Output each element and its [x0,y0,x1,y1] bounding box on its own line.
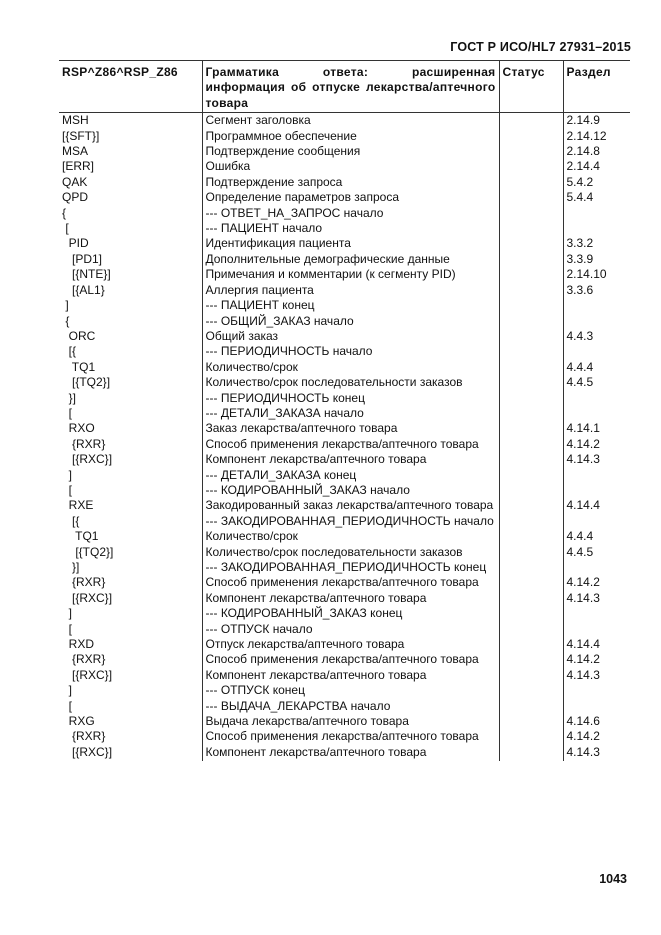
status-cell [499,159,563,174]
table-row [59,375,630,390]
section-cell: 2.14.8 [563,144,630,159]
segment-cell: ] [59,683,202,698]
description-cell: Выдача лекарства/аптечного товара [202,714,499,729]
description-cell: --- ПЕРИОДИЧНОСТЬ конец [202,391,499,406]
status-cell [499,498,563,513]
section-cell: 4.4.5 [563,375,630,390]
status-cell [499,560,563,575]
description-cell: Заказ лекарства/аптечного товара [202,421,499,436]
section-cell [563,683,630,698]
section-cell: 4.14.4 [563,498,630,513]
description-cell: Количество/срок [202,360,499,375]
table-row [59,298,630,313]
description-cell: --- ПАЦИЕНТ начало [202,221,499,236]
table-header-row [59,61,630,113]
segment-cell: [{SFT}] [59,129,202,144]
status-column-header: Статус [499,61,563,113]
segment-cell: [ERR] [59,159,202,174]
status-cell [499,699,563,714]
section-cell [563,699,630,714]
description-cell: Отпуск лекарства/аптечного товара [202,637,499,652]
table-row [59,745,630,761]
status-cell [499,406,563,421]
section-cell: 2.14.10 [563,267,630,282]
section-cell: 4.4.3 [563,329,630,344]
status-cell [499,745,563,761]
segment-cell: { [59,206,202,221]
status-cell [499,252,563,267]
section-cell [563,514,630,529]
description-cell: --- ЗАКОДИРОВАННАЯ_ПЕРИОДИЧНОСТЬ начало [202,514,499,529]
description-cell: Компонент лекарства/аптечного товара [202,452,499,467]
section-cell [563,622,630,637]
status-cell [499,144,563,159]
segment-cell: }] [59,391,202,406]
segment-cell: [{NTE}] [59,267,202,282]
segment-cell: MSA [59,144,202,159]
description-cell: Аллергия пациента [202,283,499,298]
section-cell [563,206,630,221]
status-cell [499,545,563,560]
description-cell: --- ОБЩИЙ_ЗАКАЗ начало [202,314,499,329]
table-row [59,252,630,267]
status-cell [499,606,563,621]
segment-cell: [ [59,406,202,421]
description-cell: --- ПЕРИОДИЧНОСТЬ начало [202,344,499,359]
table-row [59,483,630,498]
description-cell: --- ДЕТАЛИ_ЗАКАЗА начало [202,406,499,421]
segment-cell: [PD1] [59,252,202,267]
segment-cell: { [59,314,202,329]
section-cell: 5.4.4 [563,190,630,205]
table-row [59,714,630,729]
description-cell: Подтверждение запроса [202,175,499,190]
status-cell [499,591,563,606]
description-cell: Ошибка [202,159,499,174]
status-cell [499,529,563,544]
section-cell: 4.4.4 [563,360,630,375]
section-cell: 4.14.3 [563,745,630,761]
segment-cell: [{TQ2}] [59,545,202,560]
description-cell: --- ОТПУСК конец [202,683,499,698]
status-cell [499,575,563,590]
segment-cell: MSH [59,113,202,129]
segment-cell: }] [59,560,202,575]
table-row [59,514,630,529]
section-cell: 3.3.2 [563,236,630,251]
section-cell: 4.14.6 [563,714,630,729]
description-cell: Закодированный заказ лекарства/аптечного товара [202,498,499,513]
status-cell [499,421,563,436]
table-row [59,637,630,652]
table-row [59,699,630,714]
segment-cell: RXG [59,714,202,729]
section-cell: 4.14.3 [563,452,630,467]
table-row [59,314,630,329]
description-cell: --- ДЕТАЛИ_ЗАКАЗА конец [202,468,499,483]
segment-cell: QAK [59,175,202,190]
description-cell: --- КОДИРОВАННЫЙ_ЗАКАЗ начало [202,483,499,498]
table-row [59,206,630,221]
table-row [59,652,630,667]
status-cell [499,221,563,236]
status-cell [499,714,563,729]
description-cell: --- ПАЦИЕНТ конец [202,298,499,313]
table-row [59,344,630,359]
section-cell: 4.14.2 [563,437,630,452]
status-cell [499,206,563,221]
status-cell [499,283,563,298]
segment-cell: [{ [59,514,202,529]
description-cell: Подтверждение сообщения [202,144,499,159]
status-cell [499,175,563,190]
description-cell: --- ОТВЕТ_НА_ЗАПРОС начало [202,206,499,221]
table-row [59,560,630,575]
table-row [59,529,630,544]
segment-cell: [ [59,483,202,498]
description-cell: Компонент лекарства/аптечного товара [202,591,499,606]
table-row [59,729,630,744]
segment-cell: {RXR} [59,729,202,744]
status-cell [499,468,563,483]
section-cell [563,406,630,421]
segment-cell: RXE [59,498,202,513]
segment-cell: {RXR} [59,575,202,590]
segment-cell: QPD [59,190,202,205]
section-cell: 2.14.9 [563,113,630,129]
status-cell [499,483,563,498]
description-cell: Количество/срок [202,529,499,544]
segment-cell: [{RXC}] [59,745,202,761]
status-cell [499,360,563,375]
table-row [59,391,630,406]
table-row [59,498,630,513]
description-cell: Дополнительные демографические данные [202,252,499,267]
section-cell: 4.14.2 [563,652,630,667]
table-row [59,622,630,637]
segment-cell: {RXR} [59,437,202,452]
table-row [59,406,630,421]
segment-cell: RXD [59,637,202,652]
section-cell: 3.3.9 [563,252,630,267]
section-cell: 4.4.4 [563,529,630,544]
status-cell [499,514,563,529]
description-cell: Способ применения лекарства/аптечного товара [202,729,499,744]
description-cell: Сегмент заголовка [202,113,499,129]
description-cell: Количество/срок последовательности заказов [202,375,499,390]
section-cell: 5.4.2 [563,175,630,190]
table-row [59,575,630,590]
table-row [59,421,630,436]
description-cell: Идентификация пациента [202,236,499,251]
description-cell: --- КОДИРОВАННЫЙ_ЗАКАЗ конец [202,606,499,621]
segment-cell: ORC [59,329,202,344]
section-cell [563,468,630,483]
segment-cell: [{RXC}] [59,591,202,606]
status-cell [499,236,563,251]
table-row [59,190,630,205]
table-row [59,591,630,606]
status-cell [499,344,563,359]
section-cell [563,314,630,329]
status-cell [499,129,563,144]
section-cell [563,483,630,498]
section-cell: 4.14.2 [563,729,630,744]
section-cell: 4.14.4 [563,637,630,652]
table-row [59,175,630,190]
section-cell: 2.14.12 [563,129,630,144]
segment-cell: ] [59,298,202,313]
status-cell [499,668,563,683]
table-row [59,360,630,375]
section-cell: 4.14.1 [563,421,630,436]
table-row [59,129,630,144]
segment-cell: [{ [59,344,202,359]
section-cell [563,298,630,313]
status-cell [499,113,563,129]
status-cell [499,437,563,452]
table-row [59,236,630,251]
segment-cell: [{TQ2}] [59,375,202,390]
table-row [59,329,630,344]
table-row [59,545,630,560]
status-cell [499,452,563,467]
segment-cell: [ [59,699,202,714]
description-cell: Компонент лекарства/аптечного товара [202,668,499,683]
table-row [59,606,630,621]
status-cell [499,190,563,205]
description-cell: --- ОТПУСК начало [202,622,499,637]
description-cell: Определение параметров запроса [202,190,499,205]
status-cell [499,652,563,667]
status-cell [499,637,563,652]
section-cell [563,391,630,406]
document-header: ГОСТ Р ИСО/HL7 27931–2015 [450,40,631,54]
section-cell: 3.3.6 [563,283,630,298]
status-cell [499,267,563,282]
description-cell: Компонент лекарства/аптечного товара [202,745,499,761]
description-cell: Общий заказ [202,329,499,344]
description-cell: Программное обеспечение [202,129,499,144]
description-cell: Способ применения лекарства/аптечного товара [202,575,499,590]
table-row [59,221,630,236]
description-column-header: Грамматика ответа: расширенная информация об отпуске лекарства/аптечного товара [202,61,499,113]
description-cell: Способ применения лекарства/аптечного товара [202,437,499,452]
table-row [59,113,630,129]
segment-cell: [{AL1} [59,283,202,298]
section-cell [563,344,630,359]
table-row [59,267,630,282]
table-row [59,452,630,467]
segment-cell: ] [59,468,202,483]
table-row [59,437,630,452]
segment-cell: [{RXC}] [59,452,202,467]
status-cell [499,391,563,406]
segment-cell: PID [59,236,202,251]
section-cell: 2.14.4 [563,159,630,174]
segment-cell: ] [59,606,202,621]
status-cell [499,298,563,313]
segment-column-header: RSP^Z86^RSP_Z86 [59,61,202,113]
description-cell: Количество/срок последовательности заказов [202,545,499,560]
description-cell: --- ЗАКОДИРОВАННАЯ_ПЕРИОДИЧНОСТЬ конец [202,560,499,575]
table-row [59,468,630,483]
section-cell: 4.14.3 [563,668,630,683]
section-cell: 4.14.3 [563,591,630,606]
segment-cell: [ [59,622,202,637]
grammar-table [59,60,630,761]
table-row [59,683,630,698]
status-cell [499,375,563,390]
table-row [59,283,630,298]
section-column-header: Раздел [563,61,630,113]
table-row [59,144,630,159]
table-row [59,668,630,683]
description-cell: Способ применения лекарства/аптечного товара [202,652,499,667]
segment-cell: TQ1 [59,529,202,544]
status-cell [499,329,563,344]
segment-cell: [{RXC}] [59,668,202,683]
section-cell [563,560,630,575]
page-number: 1043 [599,872,627,886]
section-cell [563,221,630,236]
status-cell [499,729,563,744]
description-cell: Примечания и комментарии (к сегменту PID) [202,267,499,282]
status-cell [499,314,563,329]
segment-cell: [ [59,221,202,236]
section-cell: 4.4.5 [563,545,630,560]
status-cell [499,622,563,637]
segment-cell: {RXR} [59,652,202,667]
description-cell: --- ВЫДАЧА_ЛЕКАРСТВА начало [202,699,499,714]
segment-cell: RXO [59,421,202,436]
section-cell [563,606,630,621]
segment-cell: TQ1 [59,360,202,375]
table-row [59,159,630,174]
status-cell [499,683,563,698]
section-cell: 4.14.2 [563,575,630,590]
